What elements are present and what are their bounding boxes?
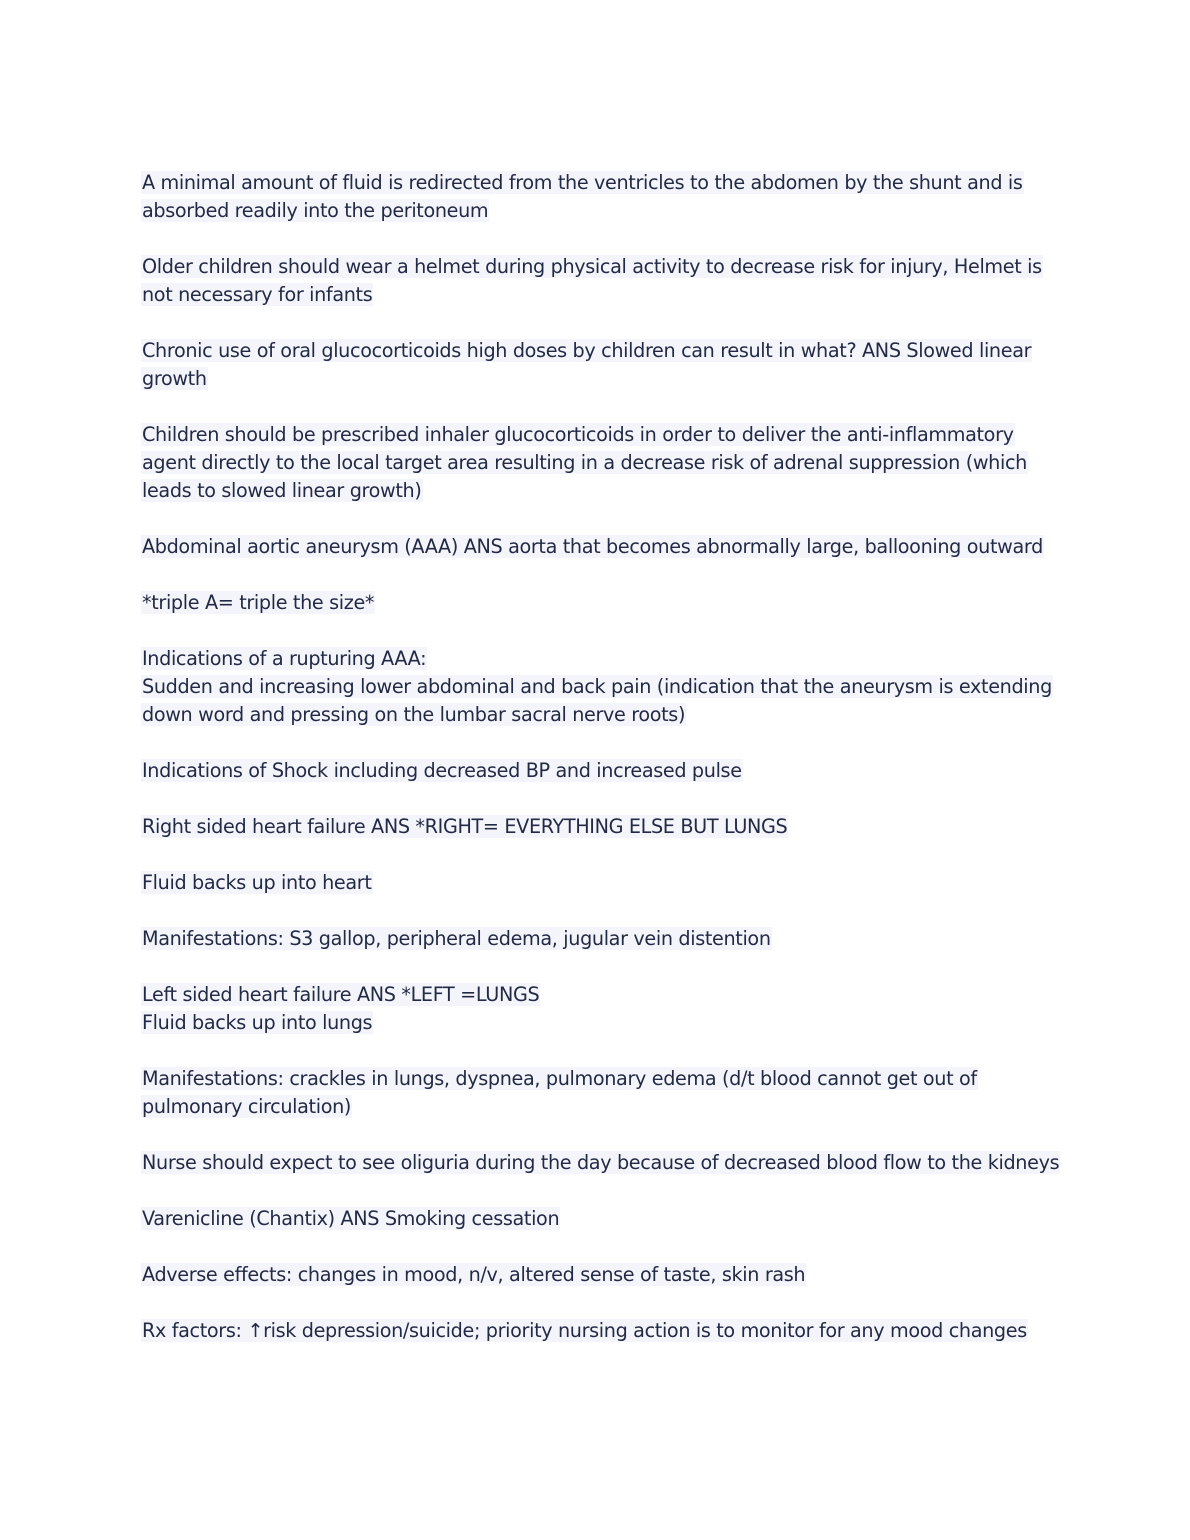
text-line: Right sided heart failure ANS *RIGHT= EVERYTHING ELSE BUT LUNGS — [142, 815, 788, 838]
text-line: Chronic use of oral glucocorticoids high doses by children can result in what? ANS Slowed linear — [142, 339, 1032, 362]
paragraph-rx-factors — [141, 1317, 1046, 1345]
paragraph-rupturing-aaa — [141, 645, 1052, 729]
paragraph-left-heart-failure — [141, 981, 1046, 1037]
text-line: Fluid backs up into lungs — [142, 1011, 373, 1034]
paragraph-triple-a — [141, 589, 1046, 617]
text-line: Manifestations: S3 gallop, peripheral edema, jugular vein distention — [142, 927, 771, 950]
text-line: Varenicline (Chantix) ANS Smoking cessation — [142, 1207, 560, 1230]
paragraph-inhaler-glucocorticoids — [141, 421, 1046, 505]
text-line: absorbed readily into the peritoneum — [142, 199, 489, 222]
text-line: A minimal amount of fluid is redirected from the ventricles to the abdomen by the shunt and is — [142, 171, 1023, 194]
text-line: Adverse effects: changes in mood, n/v, altered sense of taste, skin rash — [142, 1263, 806, 1286]
paragraph-varenicline — [141, 1205, 1046, 1233]
text-line: pulmonary circulation) — [142, 1095, 352, 1118]
paragraph-shunt-fluid — [141, 169, 1046, 225]
text-line: agent directly to the local target area resulting in a decrease risk of adrenal suppression (which — [142, 451, 1027, 474]
text-line: Abdominal aortic aneurysm (AAA) ANS aorta that becomes abnormally large, ballooning outward — [142, 535, 1043, 558]
paragraph-right-manifestations — [141, 925, 1046, 953]
text-line: leads to slowed linear growth) — [142, 479, 422, 502]
text-line: not necessary for infants — [142, 283, 373, 306]
text-line: Indications of a rupturing AAA: — [142, 647, 427, 670]
paragraph-adverse-effects — [141, 1261, 1046, 1289]
paragraph-right-heart-failure — [141, 813, 1046, 841]
text-line: Sudden and increasing lower abdominal and back pain (indication that the aneurysm is extending — [142, 675, 1052, 698]
paragraph-oral-glucocorticoids — [141, 337, 1046, 393]
paragraph-aaa-definition — [141, 533, 1046, 561]
text-line: Children should be prescribed inhaler glucocorticoids in order to deliver the anti-inflammatory — [142, 423, 1014, 446]
text-line: Manifestations: crackles in lungs, dyspnea, pulmonary edema (d/t blood cannot get out of — [142, 1067, 977, 1090]
text-line: Indications of Shock including decreased BP and increased pulse — [142, 759, 742, 782]
text-line: down word and pressing on the lumbar sacral nerve roots) — [142, 703, 686, 726]
text-line: Older children should wear a helmet during physical activity to decrease risk for injury, Helmet is — [142, 255, 1042, 278]
paragraph-oliguria — [141, 1149, 1060, 1177]
text-line: Fluid backs up into heart — [142, 871, 372, 894]
paragraph-fluid-heart — [141, 869, 1046, 897]
text-line: Rx factors: ↑risk depression/suicide; priority nursing action is to monitor for any mood changes — [142, 1319, 1027, 1342]
paragraph-helmet — [141, 253, 1046, 309]
paragraph-shock — [141, 757, 1046, 785]
paragraph-left-manifestations — [141, 1065, 1046, 1121]
text-line: Left sided heart failure ANS *LEFT =LUNGS — [142, 983, 540, 1006]
text-line: growth — [142, 367, 207, 390]
text-line: Nurse should expect to see oliguria during the day because of decreased blood flow to the kidneys — [142, 1151, 1060, 1174]
text-line: *triple A= triple the size* — [142, 591, 375, 614]
document-body — [141, 169, 1060, 1345]
